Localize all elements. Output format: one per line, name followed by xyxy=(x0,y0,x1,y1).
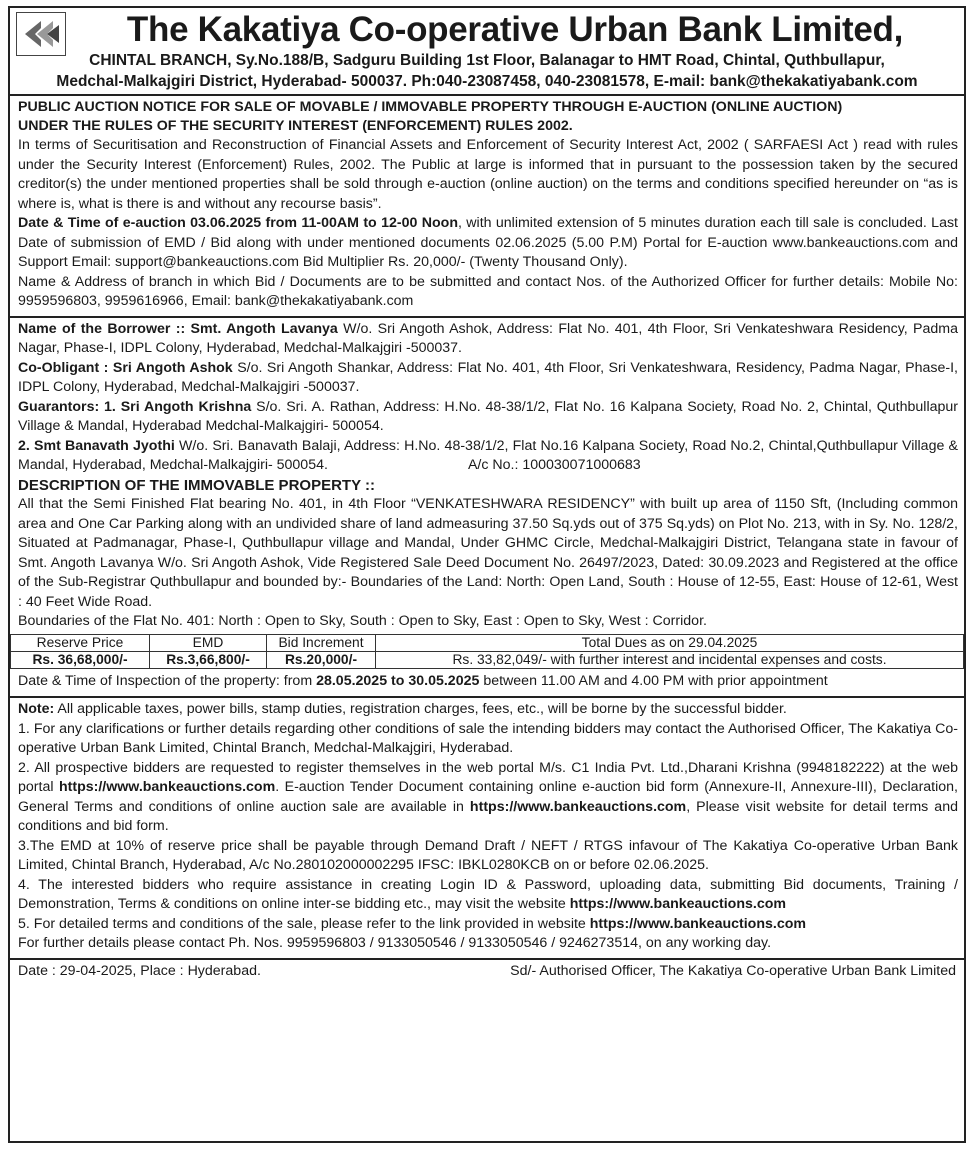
notes-section xyxy=(10,698,964,956)
notice-section xyxy=(10,96,964,314)
bank-logo-icon xyxy=(16,12,66,56)
property-heading: DESCRIPTION OF THE IMMOVABLE PROPERTY :: xyxy=(18,476,375,494)
branch-address-2: Medchal-Malkajgiri District, Hyderabad- 500037. Ph:040-23087458, 040-23081578, E-mail: bank@thekakatiyabank.com xyxy=(56,73,918,90)
notice-heading-1: PUBLIC AUCTION NOTICE FOR SALE OF MOVABLE / IMMOVABLE PROPERTY THROUGH E-AUCTION (ONLINE AUCTION) xyxy=(18,99,843,115)
co-obligant xyxy=(18,359,958,398)
note-text: All applicable taxes, power bills, stamp duties, registration charges, fees, etc., will be borne by the successful bidder. xyxy=(54,701,787,717)
total-dues: Rs. 33,82,049/- with further interest and incidental expenses and costs. xyxy=(376,651,964,668)
price-table xyxy=(10,634,964,669)
portal-link[interactable]: https://www.bankeauctions.com xyxy=(58,779,276,795)
parties-section xyxy=(10,318,964,634)
guarantor-1 xyxy=(18,398,958,437)
flat-boundaries: Boundaries of the Flat No. 401: North : Open to Sky, South : Open to Sky, East : Open to Sky, West : Corridor. xyxy=(18,613,707,629)
note-5-text: 5. For detailed terms and conditions of the sale, please refer to the link provided in website xyxy=(18,915,590,932)
bid-increment: Rs.20,000/- xyxy=(267,651,376,668)
portal-link[interactable]: https://www.bankeauctions.com xyxy=(469,798,687,815)
note-4-text: 4. The interested bidders who require assistance in creating Login ID & Password, uploading data, submitting Bid documents, Training / Demonstration, Terms & conditions on online inter-se bidding etc., may visit the website xyxy=(18,876,958,912)
guarantor-2-label: 2. Smt Banavath Jyothi xyxy=(18,437,175,454)
auction-date-time: Date & Time of e-auction 03.06.2025 from 11-00AM to 12-00 Noon xyxy=(18,215,458,231)
note-item-4 xyxy=(18,876,958,915)
notice-intro: In terms of Securitisation and Reconstruction of Financial Assets and Enforcement of Security Interest Act, 2002 ( SARFAESI Act ) read with rules under the Security Interest (Enforcement) Rules, 2002. The Public at large is informed that in pursuant to the possession taken by the secured creditor(s) the under mentioned properties shall be sold through e-auction (online auction) on the terms and conditions specified hereunder on “as is where is, what is there is and without any recourse basis”. xyxy=(18,137,958,212)
guarantor-1-text: S/o. Sri. A. Rathan, Address: H.No. 48-38/1/2, Flat No. 16 Kalpana Society, Road No. 2, Chintal, Quthbullapur Village & Mandal, Hyderabad Medchal-Malkajgiri- 500054. xyxy=(18,398,958,434)
co-obligant-text: S/o. Sri Angoth Shankar, Address: Flat No. 401, 4th Floor, Sri Venkateshwara, Residency, Padma Nagar, Phase-I, IDPL Colony, Hyderabad, Medchal-Malkajgiri -500037. xyxy=(18,359,958,395)
table-header-cell: Total Dues as on 29.04.2025 xyxy=(376,634,964,651)
auction-notice xyxy=(8,6,966,1143)
portal-link[interactable]: https://www.bankeauctions.com xyxy=(589,915,807,932)
note-item-2 xyxy=(18,759,958,837)
portal-link[interactable]: https://www.bankeauctions.com xyxy=(569,896,787,912)
table-row xyxy=(11,651,964,668)
note-2-text-c: , Please visit website for detail terms and conditions and bid form. xyxy=(18,798,958,834)
note-label: Note: xyxy=(18,701,55,717)
property-description: All that the Semi Finished Flat bearing No. 401, in 4th Floor “VENKATESHWARA RESIDENCY” with built up area of 1150 Sft, (Including common area and One Car Parking along with an undivided share of land admeasuring 37.50 Sq.yds out of 375 Sq.yds) on Plot No. 213, with in Sy. No. 128/2, Situated at Padmanagar, Phase-I, Quthbullapur village and Mandal, Under GHMC Circle, Medchal-Malkajgiri District, Telangana state in favour of Smt. Angoth Lavanya W/o. Sri Angoth Ashok, Vide Registered Sale Deed Document No. 26497/2023, Dated: 30.09.2023 and Registered at the office of the Sub-Registrar Quthbullapur and bounded by:- Boundaries of the Land: North: Open Land, South : House of 12-55, East: House of 12-61, West : 40 Feet Wide Road. xyxy=(18,496,958,610)
note-item-5 xyxy=(18,915,958,935)
note-item-1: 1. For any clarifications or further details regarding other conditions of sale the intending bidders may contact the Authorised Officer, The Kakatiya Co-operative Urban Bank Limited, Chintal Branch, Medchal-Malkajgiri, Hyderabad. xyxy=(18,720,958,756)
inspection xyxy=(10,669,964,695)
note-2-text-b: . E-auction Tender Document containing online e-auction bid form (Annexure-II, Annexure-III), Declaration, General Terms and conditions of online auction sale are available in xyxy=(18,779,958,815)
notice-heading-2: UNDER THE RULES OF THE SECURITY INTEREST (ENFORCEMENT) RULES 2002. xyxy=(18,118,573,134)
date-place: Date : 29-04-2025, Place : Hyderabad. xyxy=(18,962,261,979)
auction-details-text: , with unlimited extension of 5 minutes duration each till sale is concluded. Last Date of submission of EMD / Bid along with under mentioned documents 02.06.2025 (5.00 P.M) Portal for E-auction www.bankeauctions.com and Support Email: support@bankeauctions.com Bid Multiplier Rs. 20,000/- (Twenty Thousand Only). xyxy=(18,215,958,270)
inspection-dates: 28.05.2025 to 30.05.2025 xyxy=(316,672,480,689)
auction-details xyxy=(18,214,958,273)
borrower-text: W/o. Sri Angoth Ashok, Address: Flat No. 401, 4th Floor, Sri Venkateshwara Residency, Padma Nagar, Phase-I, IDPL Colony, Hyderabad, Medchal-Malkajgiri -500037. xyxy=(18,320,958,356)
account-number: A/c No.: 100030071000683 xyxy=(467,457,641,473)
borrower-label: Name of the Borrower :: Smt. Angoth Lavanya xyxy=(18,320,338,337)
signature: Sd/- Authorised Officer, The Kakatiya Co-operative Urban Bank Limited xyxy=(510,962,956,979)
emd-amount: Rs.3,66,800/- xyxy=(150,651,267,668)
reserve-price: Rs. 36,68,000/- xyxy=(11,651,150,668)
note-2-text-a: 2. All prospective bidders are requested to register themselves in the web portal M/s. C1 India Pvt. Ltd.,Dharani Krishna (9948182222) at the web portal xyxy=(18,759,958,795)
table-header-cell: EMD xyxy=(150,634,267,651)
branch-address-1: CHINTAL BRANCH, Sy.No.188/B, Sadguru Building 1st Floor, Balanagar to HMT Road, Chintal, Quthbullapur, xyxy=(89,52,885,69)
notice-footer xyxy=(10,960,964,982)
guarantor-2-text: W/o. Sri. Banavath Balaji, Address: H.No. 48-38/1/2, Flat No.16 Kalpana Society, Road No.2, Chintal,Quthbullapur Village & Mandal, Hyderabad, Medchal-Malkajgiri- 500054. xyxy=(18,437,958,473)
notice-header xyxy=(10,8,964,92)
further-contact: For further details please contact Ph. Nos. 9959596803 / 9133050546 / 9133050546 / 9246273514, on any working day. xyxy=(18,935,772,951)
guarantor-1-label: Guarantors: 1. Sri Angoth Krishna xyxy=(18,398,252,415)
table-row xyxy=(11,634,964,651)
guarantor-2 xyxy=(18,437,958,476)
branch-contact: Name & Address of branch in which Bid / Documents are to be submitted and contact Nos. of the Authorized Officer for further details: Mobile No: 9959596803, 9959616966, Email: bank@thekakatiyabank.com xyxy=(18,273,958,309)
table-header-cell: Bid Increment xyxy=(267,634,376,651)
co-obligant-label: Co-Obligant : Sri Angoth Ashok xyxy=(18,359,233,376)
table-header-cell: Reserve Price xyxy=(11,634,150,651)
inspection-suffix: between 11.00 AM and 4.00 PM with prior appointment xyxy=(479,672,828,689)
note-item-3: 3.The EMD at 10% of reserve price shall be payable through Demand Draft / NEFT / RTGS infavour of The Kakatiya Co-operative Urban Bank Limited, Chintal Branch, Hyderabad, A/c No.280102000002295 IFSC: IBKL0280KCB on or before 02.06.2025. xyxy=(18,837,958,873)
bank-title: The Kakatiya Co-operative Urban Bank Limited, xyxy=(126,10,904,49)
note-general xyxy=(18,700,958,720)
inspection-prefix: Date & Time of Inspection of the property: from xyxy=(18,672,317,689)
borrower xyxy=(18,320,958,359)
